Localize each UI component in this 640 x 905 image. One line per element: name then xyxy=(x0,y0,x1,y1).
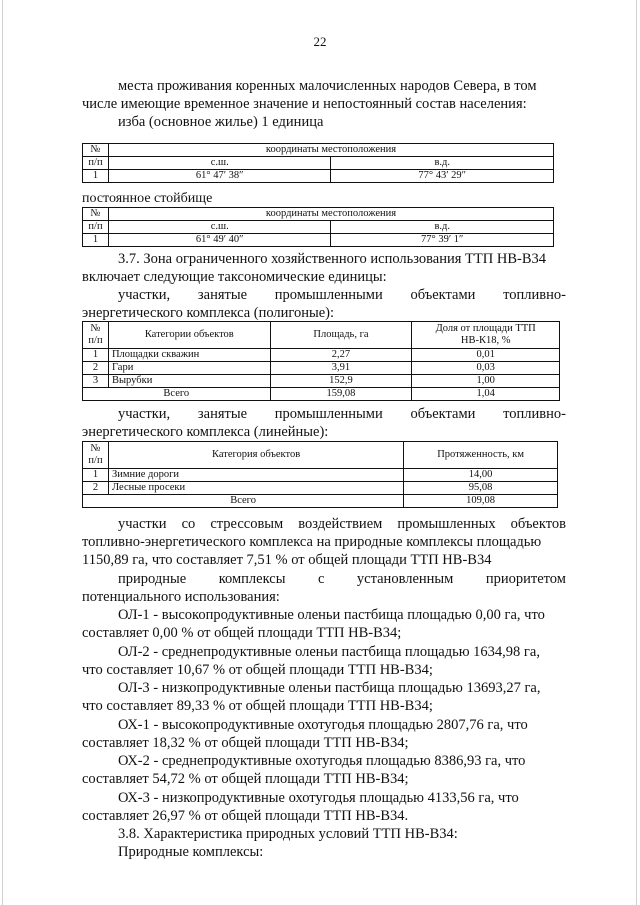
priority-line-2: потенциального использования: xyxy=(82,589,280,605)
col-header-category: Категория объектов xyxy=(108,442,403,469)
col-header-area: Площадь, га xyxy=(270,322,412,349)
complex-oh1-line-2: составляет 18,32 % от общей площади ТТП НВ-В34; xyxy=(82,735,409,751)
cell-no: 1 xyxy=(83,234,109,247)
scan-edge-left xyxy=(2,0,3,905)
section-3-7-line-2: включает следующие таксономические единицы: xyxy=(82,269,387,285)
izba-line: изба (основное жилье) 1 единица xyxy=(118,114,324,130)
table-row: 1 Зимние дороги 14,00 xyxy=(83,469,558,482)
col-header-share: Доля от площади ТТП НВ-К18, % xyxy=(412,322,560,349)
linear-objects-table xyxy=(82,441,558,508)
complex-oh2-line-1: ОХ-2 - среднепродуктивные охотугодья площадью 8386,93 га, что xyxy=(118,753,526,769)
table-row xyxy=(83,234,554,247)
intro-line-2: числе имеющие временное значение и непостоянный состав населения: xyxy=(82,96,527,112)
stress-line-3: 1150,89 га, что составляет 7,51 % от общей площади ТТП НВ-В34 xyxy=(82,552,492,568)
linear-intro-line-2: энергетического комплекса (линейные): xyxy=(82,424,329,440)
total-label: Всего xyxy=(83,495,404,508)
complex-ol2-line-2: что составляет 10,67 % от общей площади ТТП НВ-В34; xyxy=(82,662,433,678)
complex-oh3-line-2: составляет 26,97 % от общей площади ТТП НВ-В34. xyxy=(82,808,409,824)
total-label: Всего xyxy=(83,388,271,401)
total-length: 109,08 xyxy=(404,495,558,508)
coords-table-stoibishche xyxy=(82,207,554,247)
table-total-row xyxy=(83,388,560,401)
scan-edge-right xyxy=(636,0,637,905)
coords-table-izba xyxy=(82,143,554,183)
cell-lat: 61° 47′ 38″ xyxy=(108,170,331,183)
complex-ol1-line-1: ОЛ-1 - высокопродуктивные оленьи пастбища площадью 0,00 га, что xyxy=(118,607,545,623)
natural-complexes-label: Природные комплексы: xyxy=(118,844,264,860)
col-header-lat: с.ш. xyxy=(108,221,331,234)
polygon-objects-table xyxy=(82,321,560,401)
table-row: 2 Гари 3,91 0,03 xyxy=(83,362,560,375)
polygon-intro-line-2: энергетического комплекса (полигоные): xyxy=(82,305,335,321)
table-row xyxy=(83,170,554,183)
cell-lon: 77° 39′ 1″ xyxy=(331,234,554,247)
complex-oh1-line-1: ОХ-1 - высокопродуктивные охотугодья площадью 2807,76 га, что xyxy=(118,717,528,733)
col-header-coords: координаты местоположения xyxy=(108,144,553,157)
complex-oh3-line-1: ОХ-3 - низкопродуктивные охотугодья площадью 4133,56 га, что xyxy=(118,790,519,806)
section-3-7-line-1: 3.7. Зона ограниченного хозяйственного использования ТТП НВ-В34 xyxy=(118,251,546,267)
cell-lat: 61° 49′ 40″ xyxy=(108,234,331,247)
cell-no: 1 xyxy=(83,170,109,183)
total-share: 1,04 xyxy=(412,388,560,401)
col-header-lon: в.д. xyxy=(331,157,554,170)
col-header-length: Протяженность, км xyxy=(404,442,558,469)
page-number: 22 xyxy=(313,34,327,49)
complex-oh2-line-2: составляет 54,72 % от общей площади ТТП НВ-В34; xyxy=(82,771,409,787)
table-row: 1 Площадки скважин 2,27 0,01 xyxy=(83,349,560,362)
stress-line-2: топливно-энергетического комплекса на природные комплексы площадью xyxy=(82,534,542,550)
col-header-no: № xyxy=(83,208,109,221)
table-total-row xyxy=(83,495,558,508)
complex-ol3-line-2: что составляет 89,33 % от общей площади ТТП НВ-В34; xyxy=(82,698,433,714)
col-header-no: № п/п xyxy=(83,442,109,469)
col-header-pp: п/п xyxy=(83,157,109,170)
cell-lon: 77° 43′ 29″ xyxy=(331,170,554,183)
col-header-coords: координаты местоположения xyxy=(108,208,553,221)
col-header-lat: с.ш. xyxy=(108,157,331,170)
complex-ol2-line-1: ОЛ-2 - среднепродуктивные оленьи пастбища площадью 1634,98 га, xyxy=(118,644,540,660)
linear-intro-line-1: участки, занятые промышленными объектами топливно- xyxy=(118,406,566,422)
col-header-no: № xyxy=(83,144,109,157)
total-area: 159,08 xyxy=(270,388,412,401)
stoibishche-caption: постоянное стойбище xyxy=(82,191,213,206)
stress-line-1: участки со стрессовым воздействием промышленных объектов xyxy=(118,516,566,532)
table-row: 2 Лесные просеки 95,08 xyxy=(83,482,558,495)
col-header-pp: п/п xyxy=(83,221,109,234)
polygon-intro-line-1: участки, занятые промышленными объектами топливно- xyxy=(118,287,566,303)
priority-line-1: природные комплексы с установленным приоритетом xyxy=(118,571,566,587)
table-row: 3 Вырубки 152,9 1,00 xyxy=(83,375,560,388)
section-3-8-heading: 3.8. Характеристика природных условий ТТП НВ-В34: xyxy=(118,826,458,842)
intro-line-1: места проживания коренных малочисленных народов Севера, в том xyxy=(118,78,537,94)
complex-ol1-line-2: составляет 0,00 % от общей площади ТТП НВ-В34; xyxy=(82,625,402,641)
col-header-category: Категории объектов xyxy=(108,322,270,349)
col-header-no: № п/п xyxy=(83,322,109,349)
col-header-lon: в.д. xyxy=(331,221,554,234)
complex-ol3-line-1: ОЛ-3 - низкопродуктивные оленьи пастбища площадью 13693,27 га, xyxy=(118,680,541,696)
